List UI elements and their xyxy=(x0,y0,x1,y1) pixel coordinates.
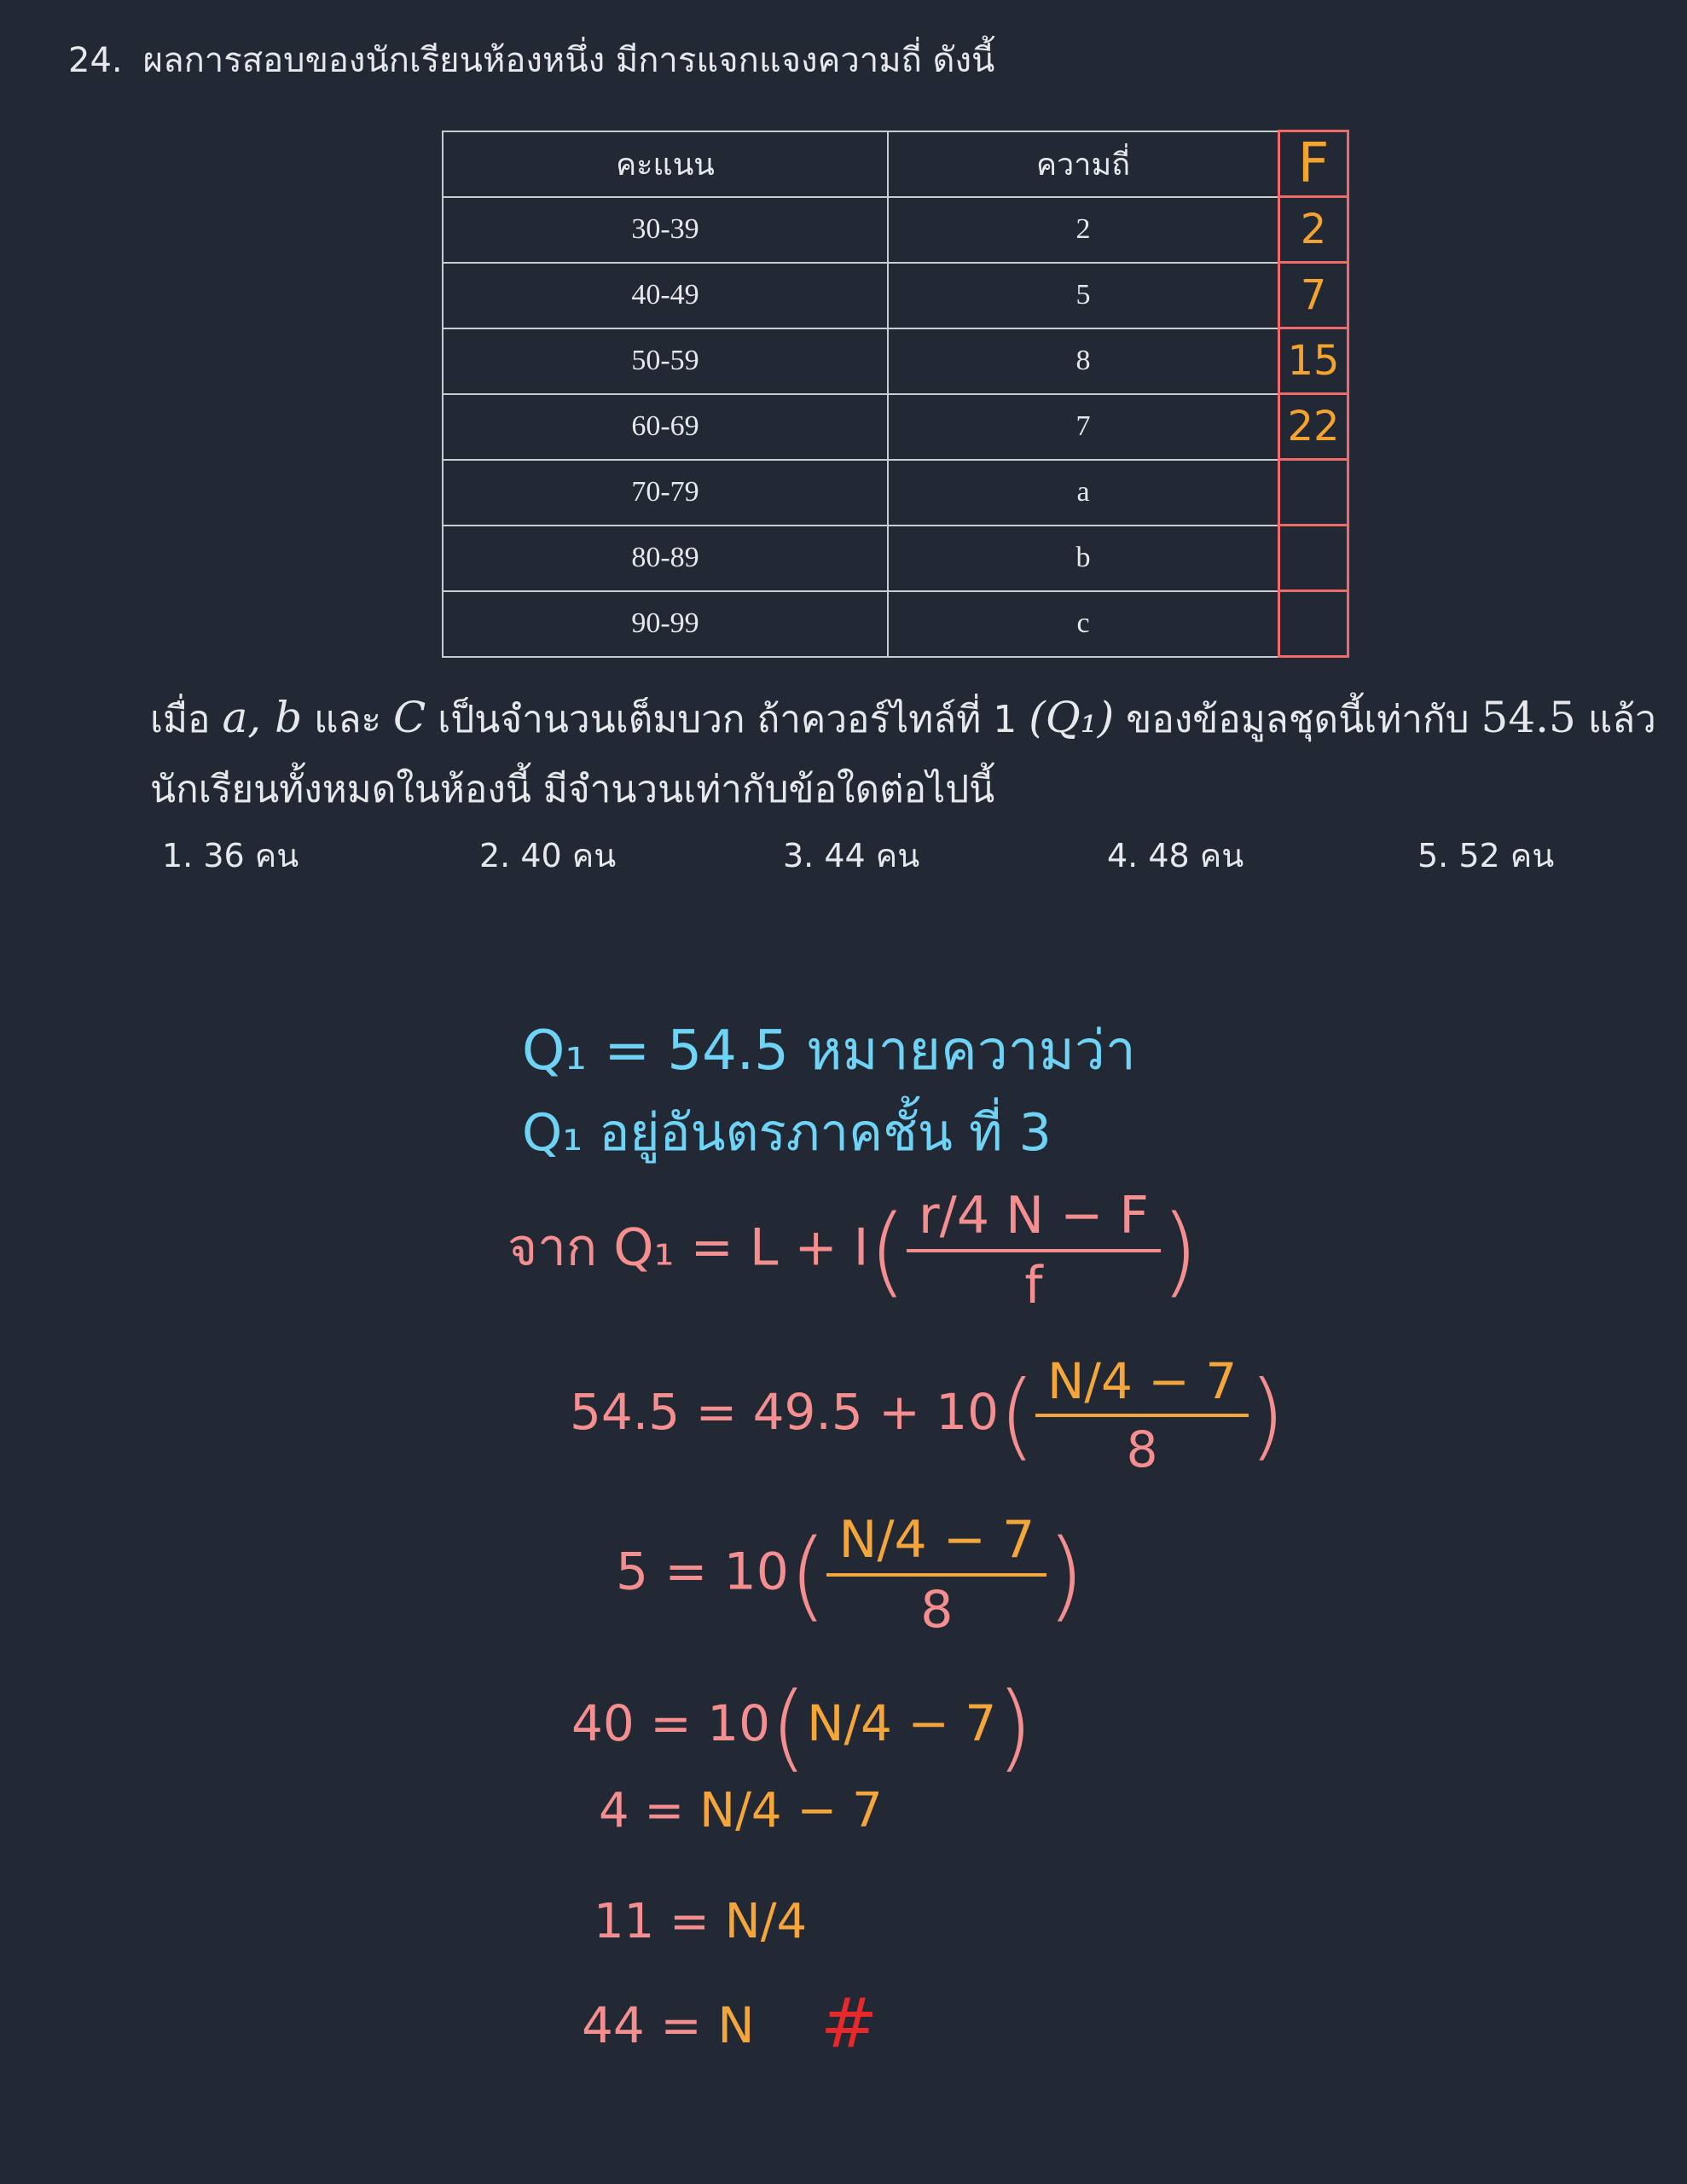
answer-mark-icon: # xyxy=(820,1984,878,2063)
choice-4[interactable]: 4. 48 คน xyxy=(1107,837,1244,874)
frequency-cell: c xyxy=(888,591,1279,657)
quartile-formula: จาก Q₁ = L + I( $\frac{r/4 N - F}{f}$ ) xyxy=(507,1186,1199,1316)
cumulative-cell: 7 xyxy=(1279,263,1348,328)
stem-line-2: นักเรียนทั้งหมดในห้องนี้ มีจำนวนเท่ากับข้อใดต่อไปนี้ xyxy=(150,768,995,811)
question-title-text: ผลการสอบของนักเรียนห้องหนึ่ง มีการแจกแจงความถี่ ดังนี้ xyxy=(142,41,995,80)
cumulative-cell: 15 xyxy=(1279,328,1348,394)
header-frequency: ความถี่ xyxy=(888,131,1279,197)
step-5: 11 = N/4 xyxy=(594,1894,808,1949)
frequency-cell: 8 xyxy=(888,328,1279,394)
table-row xyxy=(443,197,1348,263)
frequency-table xyxy=(442,130,1349,658)
table-row xyxy=(443,526,1348,591)
note-line-1: Q₁ = 54.5 หมายความว่า xyxy=(522,1019,1136,1083)
step-4: 4 = N/4 − 7 xyxy=(599,1783,883,1838)
frequency-cell: b xyxy=(888,526,1279,591)
question-stem xyxy=(150,682,1656,825)
q1-symbol: (Q₁) xyxy=(1029,693,1115,742)
header-score: คะแนน xyxy=(443,131,888,197)
score-cell: 30-39 xyxy=(443,197,888,263)
var-a: a xyxy=(222,693,248,742)
cumulative-cell: 2 xyxy=(1279,197,1348,263)
table-row xyxy=(443,328,1348,394)
score-cell: 90-99 xyxy=(443,591,888,657)
frequency-cell: a xyxy=(888,460,1279,526)
frequency-cell: 5 xyxy=(888,263,1279,328)
question-number: 24. xyxy=(68,41,123,80)
score-cell: 50-59 xyxy=(443,328,888,394)
choice-3[interactable]: 3. 44 คน xyxy=(783,837,920,874)
cumulative-cell: 22 xyxy=(1279,394,1348,460)
choice-2[interactable]: 2. 40 คน xyxy=(479,837,617,874)
stem-line-1: เมื่อ a, b และ C เป็นจำนวนเต็มบวก ถ้าควอร์ไทล์ที่ 1 (Q₁) ของข้อมูลชุดนี้เท่ากับ 54.5 แล้ว xyxy=(150,693,1656,742)
step-1: 54.5 = 49.5 + 10( $\frac{N/4 - 7}{8}$ ) xyxy=(570,1352,1286,1478)
cumulative-cell xyxy=(1279,526,1348,591)
header-cumulative: F xyxy=(1279,131,1348,197)
var-b: b xyxy=(275,693,303,742)
choice-1[interactable]: 1. 36 คน xyxy=(162,837,299,874)
table-header-row xyxy=(443,131,1348,197)
q1-value: 54.5 xyxy=(1481,693,1576,742)
cumulative-cell xyxy=(1279,460,1348,526)
note-line-2: Q₁ อยู่อันตรภาคชั้น ที่ 3 xyxy=(522,1103,1052,1163)
table-row xyxy=(443,460,1348,526)
table-row xyxy=(443,591,1348,657)
score-cell: 40-49 xyxy=(443,263,888,328)
cumulative-cell xyxy=(1279,591,1348,657)
choice-5[interactable]: 5. 52 คน xyxy=(1417,837,1555,874)
score-cell: 60-69 xyxy=(443,394,888,460)
frequency-cell: 2 xyxy=(888,197,1279,263)
question-title xyxy=(68,32,994,87)
step-3: 40 = 10(N/4 − 7) xyxy=(571,1672,1034,1781)
frequency-cell: 7 xyxy=(888,394,1279,460)
step-2: 5 = 10( $\frac{N/4 - 7}{8}$ ) xyxy=(616,1510,1085,1640)
score-cell: 80-89 xyxy=(443,526,888,591)
table-row xyxy=(443,394,1348,460)
var-c: C xyxy=(393,693,426,742)
score-cell: 70-79 xyxy=(443,460,888,526)
step-6: 44 = N xyxy=(582,1996,755,2054)
table-row xyxy=(443,263,1348,328)
